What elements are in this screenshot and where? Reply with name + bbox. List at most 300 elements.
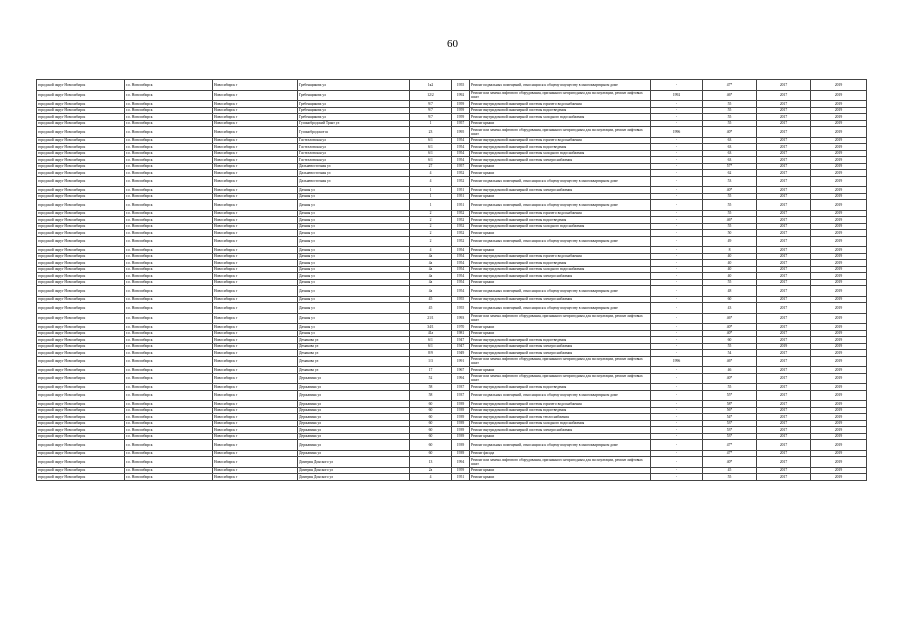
cell-work-type: Ремонт крыши xyxy=(470,279,651,286)
cell-settlement: Новосибирск г xyxy=(213,350,298,357)
cell-municipality: г.о. Новосибирск xyxy=(125,440,213,451)
cell-settlement: Новосибирск г xyxy=(213,223,298,230)
cell-lift-year: - xyxy=(651,187,703,194)
cell-start-year: 2017 xyxy=(757,90,811,101)
cell-lift-year: - xyxy=(651,217,703,224)
cell-street: Державина ул xyxy=(298,384,410,391)
cell-municipality: г.о. Новосибирск xyxy=(125,356,213,367)
cell-end-year: 2019 xyxy=(811,236,867,247)
cell-build-year: 1954 xyxy=(452,260,470,267)
cell-region: городской округ Новосибирск xyxy=(37,217,125,224)
cell-wear-percent: 53 xyxy=(703,176,757,187)
cell-wear-percent: 55 xyxy=(703,343,757,350)
cell-street: Дачная ул xyxy=(298,247,410,254)
cell-lift-year: - xyxy=(651,296,703,303)
cell-settlement: Новосибирск г xyxy=(213,144,298,151)
cell-build-year: 1992 xyxy=(452,90,470,101)
cell-house-number: 4 xyxy=(410,247,452,254)
cell-wear-percent: 63 xyxy=(703,137,757,144)
cell-street: Дачная ул xyxy=(298,223,410,230)
cell-municipality: г.о. Новосибирск xyxy=(125,407,213,414)
cell-lift-year: - xyxy=(651,230,703,237)
cell-end-year: 2019 xyxy=(811,343,867,350)
cell-start-year: 2017 xyxy=(757,427,811,434)
cell-end-year: 2019 xyxy=(811,223,867,230)
cell-work-type: Ремонт внутридомовой инженерной системы горячего водоснабжения xyxy=(470,210,651,217)
cell-settlement: Новосибирск г xyxy=(213,114,298,121)
cell-settlement: Новосибирск г xyxy=(213,356,298,367)
cell-start-year: 2017 xyxy=(757,230,811,237)
cell-street: Дмитрия Донского ул xyxy=(298,467,410,474)
cell-street: Державина ул xyxy=(298,414,410,421)
cell-lift-year: - xyxy=(651,324,703,331)
cell-municipality: г.о. Новосибирск xyxy=(125,253,213,260)
cell-region: городской округ Новосибирск xyxy=(37,427,125,434)
cell-municipality: г.о. Новосибирск xyxy=(125,414,213,421)
cell-end-year: 2019 xyxy=(811,127,867,138)
cell-start-year: 2017 xyxy=(757,223,811,230)
cell-house-number: 1/3 xyxy=(410,356,452,367)
cell-region: городской округ Новосибирск xyxy=(37,101,125,108)
cell-settlement: Новосибирск г xyxy=(213,157,298,164)
cell-house-number: 9/7 xyxy=(410,114,452,121)
cell-region: городской округ Новосибирск xyxy=(37,137,125,144)
cell-work-type: Ремонт внутридомовой инженерной системы холодного водоснабжения xyxy=(470,223,651,230)
cell-lift-year: - xyxy=(651,260,703,267)
cell-street: Демакова ул xyxy=(298,356,410,367)
cell-lift-year: - xyxy=(651,433,703,440)
cell-municipality: г.о. Новосибирск xyxy=(125,450,213,457)
cell-region: городской округ Новосибирск xyxy=(37,324,125,331)
cell-street: Дачная ул xyxy=(298,279,410,286)
cell-region: городской округ Новосибирск xyxy=(37,296,125,303)
cell-street: Гастелловская ул xyxy=(298,157,410,164)
cell-region: городской округ Новосибирск xyxy=(37,367,125,374)
cell-municipality: г.о. Новосибирск xyxy=(125,313,213,324)
cell-build-year: 1939 xyxy=(452,450,470,457)
cell-settlement: Новосибирск г xyxy=(213,367,298,374)
cell-street: Дачная ул xyxy=(298,210,410,217)
cell-work-type: Ремонт внутридомовой инженерной системы водоотведения xyxy=(470,407,651,414)
cell-lift-year: - xyxy=(651,330,703,337)
cell-start-year: 2017 xyxy=(757,373,811,384)
cell-end-year: 2019 xyxy=(811,200,867,211)
table-row xyxy=(37,127,867,138)
cell-house-number: 2 xyxy=(410,210,452,217)
table-row xyxy=(37,200,867,211)
cell-end-year: 2019 xyxy=(811,401,867,408)
cell-end-year: 2019 xyxy=(811,279,867,286)
cell-work-type: Ремонт внутридомовой инженерной системы электроснабжения xyxy=(470,157,651,164)
cell-house-number: 4а xyxy=(410,253,452,260)
cell-start-year: 2017 xyxy=(757,384,811,391)
table-row xyxy=(37,313,867,324)
cell-street: Демакова ул xyxy=(298,343,410,350)
cell-street: Гастелловская ул xyxy=(298,144,410,151)
cell-municipality: г.о. Новосибирск xyxy=(125,210,213,217)
cell-wear-percent: 55 xyxy=(703,193,757,200)
cell-street: Дачная ул xyxy=(298,193,410,200)
cell-house-number: 21/1 xyxy=(410,313,452,324)
cell-house-number: 9/7 xyxy=(410,107,452,114)
cell-municipality: г.о. Новосибирск xyxy=(125,114,213,121)
cell-house-number: 2 xyxy=(410,236,452,247)
cell-end-year: 2019 xyxy=(811,390,867,401)
cell-region: городской округ Новосибирск xyxy=(37,127,125,138)
cell-municipality: г.о. Новосибирск xyxy=(125,273,213,280)
cell-end-year: 2019 xyxy=(811,114,867,121)
cell-start-year: 2017 xyxy=(757,286,811,297)
cell-settlement: Новосибирск г xyxy=(213,279,298,286)
cell-end-year: 2019 xyxy=(811,163,867,170)
cell-street: Дачная ул xyxy=(298,303,410,314)
cell-lift-year: - xyxy=(651,223,703,230)
cell-street: Демакова ул xyxy=(298,337,410,344)
cell-street: Гастелловская ул xyxy=(298,150,410,157)
cell-lift-year: - xyxy=(651,279,703,286)
cell-settlement: Новосибирск г xyxy=(213,236,298,247)
cell-wear-percent: 40* xyxy=(703,127,757,138)
cell-region: городской округ Новосибирск xyxy=(37,390,125,401)
cell-region: городской округ Новосибирск xyxy=(37,163,125,170)
cell-end-year: 2019 xyxy=(811,296,867,303)
cell-street: Дачная ул xyxy=(298,330,410,337)
cell-municipality: г.о. Новосибирск xyxy=(125,170,213,177)
cell-municipality: г.о. Новосибирск xyxy=(125,127,213,138)
cell-settlement: Новосибирск г xyxy=(213,303,298,314)
cell-start-year: 2017 xyxy=(757,176,811,187)
cell-settlement: Новосибирск г xyxy=(213,296,298,303)
cell-region: городской округ Новосибирск xyxy=(37,450,125,457)
cell-house-number: 4 xyxy=(410,474,452,481)
cell-end-year: 2019 xyxy=(811,286,867,297)
cell-work-type: Ремонт крыши xyxy=(470,467,651,474)
cell-start-year: 2017 xyxy=(757,337,811,344)
cell-end-year: 2019 xyxy=(811,440,867,451)
cell-wear-percent: 55 xyxy=(703,279,757,286)
cell-municipality: г.о. Новосибирск xyxy=(125,337,213,344)
cell-wear-percent: 53* xyxy=(703,427,757,434)
cell-house-number: 1 xyxy=(410,200,452,211)
cell-settlement: Новосибирск г xyxy=(213,217,298,224)
cell-wear-percent: 40 xyxy=(703,253,757,260)
cell-work-type: Ремонт подвальных помещений, относящихся к общему имуществу в многоквартирном доме xyxy=(470,440,651,451)
cell-end-year: 2019 xyxy=(811,90,867,101)
cell-work-type: Ремонт внутридомовой инженерной системы электроснабжения xyxy=(470,296,651,303)
cell-start-year: 2017 xyxy=(757,467,811,474)
cell-end-year: 2019 xyxy=(811,367,867,374)
cell-municipality: г.о. Новосибирск xyxy=(125,343,213,350)
cell-settlement: Новосибирск г xyxy=(213,401,298,408)
cell-region: городской округ Новосибирск xyxy=(37,187,125,194)
cell-street: Дачная ул xyxy=(298,200,410,211)
cell-lift-year: - xyxy=(651,313,703,324)
cell-work-type: Ремонт внутридомовой инженерной системы водоотведения xyxy=(470,260,651,267)
cell-start-year: 2017 xyxy=(757,107,811,114)
cell-lift-year: - xyxy=(651,247,703,254)
cell-build-year: 1951 xyxy=(452,200,470,211)
cell-municipality: г.о. Новосибирск xyxy=(125,474,213,481)
cell-house-number: 45 xyxy=(410,296,452,303)
cell-region: городской округ Новосибирск xyxy=(37,90,125,101)
cell-work-type: Ремонт внутридомовой инженерной системы горячего водоснабжения xyxy=(470,253,651,260)
cell-end-year: 2019 xyxy=(811,193,867,200)
cell-lift-year: - xyxy=(651,414,703,421)
cell-settlement: Новосибирск г xyxy=(213,253,298,260)
cell-settlement: Новосибирск г xyxy=(213,330,298,337)
cell-municipality: г.о. Новосибирск xyxy=(125,187,213,194)
cell-settlement: Новосибирск г xyxy=(213,193,298,200)
cell-work-type: Ремонт крыши xyxy=(470,230,651,237)
cell-municipality: г.о. Новосибирск xyxy=(125,373,213,384)
cell-build-year: 1954 xyxy=(452,273,470,280)
cell-wear-percent: 8 xyxy=(703,247,757,254)
cell-build-year: 1939 xyxy=(452,407,470,414)
cell-start-year: 2017 xyxy=(757,187,811,194)
table-row xyxy=(37,440,867,451)
cell-work-type: Ремонт внутридомовой инженерной системы горячего водоснабжения xyxy=(470,101,651,108)
cell-wear-percent: 47* xyxy=(703,440,757,451)
cell-municipality: г.о. Новосибирск xyxy=(125,350,213,357)
cell-wear-percent: 60 xyxy=(703,296,757,303)
cell-work-type: Ремонт крыши xyxy=(470,170,651,177)
cell-settlement: Новосибирск г xyxy=(213,137,298,144)
cell-settlement: Новосибирск г xyxy=(213,450,298,457)
cell-start-year: 2017 xyxy=(757,350,811,357)
cell-work-type: Ремонт внутридомовой инженерной системы водоотведения xyxy=(470,337,651,344)
cell-end-year: 2019 xyxy=(811,373,867,384)
cell-wear-percent: 55 xyxy=(703,120,757,127)
cell-house-number: 2 xyxy=(410,230,452,237)
cell-build-year: 1959 xyxy=(452,467,470,474)
table-row xyxy=(37,303,867,314)
cell-start-year: 2017 xyxy=(757,303,811,314)
cell-municipality: г.о. Новосибирск xyxy=(125,457,213,468)
cell-house-number: 60 xyxy=(410,414,452,421)
cell-street: Дмитрия Донского ул xyxy=(298,474,410,481)
cell-wear-percent: 55 xyxy=(703,200,757,211)
cell-end-year: 2019 xyxy=(811,450,867,457)
cell-region: городской округ Новосибирск xyxy=(37,150,125,157)
cell-end-year: 2019 xyxy=(811,253,867,260)
cell-house-number: 8/9 xyxy=(410,350,452,357)
cell-work-type: Ремонт фасада xyxy=(470,450,651,457)
cell-start-year: 2017 xyxy=(757,367,811,374)
cell-end-year: 2019 xyxy=(811,260,867,267)
cell-wear-percent: 43 xyxy=(703,303,757,314)
cell-settlement: Новосибирск г xyxy=(213,373,298,384)
cell-wear-percent: 40* xyxy=(703,187,757,194)
table-row xyxy=(37,474,867,481)
cell-build-year: 1947 xyxy=(452,343,470,350)
cell-work-type: Ремонт или замена лифтового оборудования, признанного непригодным для эксплуатации, ремонт лифтовых шахт xyxy=(470,313,651,324)
cell-house-number: 6/1 xyxy=(410,137,452,144)
cell-region: городской округ Новосибирск xyxy=(37,253,125,260)
cell-wear-percent: 55 xyxy=(703,210,757,217)
cell-end-year: 2019 xyxy=(811,313,867,324)
cell-house-number: 12/2 xyxy=(410,90,452,101)
cell-wear-percent: 53* xyxy=(703,433,757,440)
cell-build-year: 1952 xyxy=(452,230,470,237)
cell-house-number: 6/1 xyxy=(410,150,452,157)
cell-wear-percent: 54 xyxy=(703,350,757,357)
cell-start-year: 2017 xyxy=(757,200,811,211)
cell-end-year: 2019 xyxy=(811,170,867,177)
cell-region: городской округ Новосибирск xyxy=(37,107,125,114)
cell-region: городской округ Новосибирск xyxy=(37,144,125,151)
cell-build-year: 1954 xyxy=(452,150,470,157)
cell-region: городской округ Новосибирск xyxy=(37,170,125,177)
cell-municipality: г.о. Новосибирск xyxy=(125,247,213,254)
cell-work-type: Ремонт внутридомовой инженерной системы электроснабжения xyxy=(470,350,651,357)
cell-end-year: 2019 xyxy=(811,427,867,434)
table-body xyxy=(37,80,867,481)
cell-start-year: 2017 xyxy=(757,390,811,401)
table-row xyxy=(37,373,867,384)
cell-build-year: 1954 xyxy=(452,137,470,144)
cell-settlement: Новосибирск г xyxy=(213,176,298,187)
cell-region: городской округ Новосибирск xyxy=(37,407,125,414)
cell-municipality: г.о. Новосибирск xyxy=(125,150,213,157)
cell-street: Дачная ул xyxy=(298,187,410,194)
cell-build-year: 1967 xyxy=(452,367,470,374)
cell-end-year: 2019 xyxy=(811,273,867,280)
cell-work-type: Ремонт внутридомовой инженерной системы холодного водоснабжения xyxy=(470,114,651,121)
cell-region: городской округ Новосибирск xyxy=(37,474,125,481)
cell-build-year: 1951 xyxy=(452,474,470,481)
cell-region: городской округ Новосибирск xyxy=(37,266,125,273)
cell-lift-year: - xyxy=(651,144,703,151)
cell-wear-percent: 58* xyxy=(703,401,757,408)
cell-start-year: 2019 xyxy=(757,343,811,350)
cell-start-year: 2017 xyxy=(757,450,811,457)
cell-work-type: Ремонт крыши xyxy=(470,120,651,127)
cell-wear-percent: 40* xyxy=(703,324,757,331)
cell-house-number: 1 xyxy=(410,120,452,127)
cell-build-year: 1937 xyxy=(452,384,470,391)
cell-municipality: г.о. Новосибирск xyxy=(125,330,213,337)
cell-region: городской округ Новосибирск xyxy=(37,457,125,468)
cell-lift-year: - xyxy=(651,150,703,157)
cell-build-year: 1955 xyxy=(452,80,470,91)
cell-start-year: 2017 xyxy=(757,279,811,286)
cell-region: городской округ Новосибирск xyxy=(37,120,125,127)
cell-lift-year: - xyxy=(651,474,703,481)
cell-wear-percent: 63 xyxy=(703,157,757,164)
cell-lift-year: - xyxy=(651,337,703,344)
cell-work-type: Ремонт подвальных помещений, относящихся к общему имуществу в многоквартирном доме xyxy=(470,390,651,401)
cell-lift-year: - xyxy=(651,427,703,434)
cell-municipality: г.о. Новосибирск xyxy=(125,390,213,401)
cell-region: городской округ Новосибирск xyxy=(37,440,125,451)
cell-house-number: 2 xyxy=(410,217,452,224)
cell-build-year: 1952 xyxy=(452,217,470,224)
cell-build-year: 1952 xyxy=(452,170,470,177)
cell-region: городской округ Новосибирск xyxy=(37,200,125,211)
cell-lift-year: - xyxy=(651,373,703,384)
cell-house-number: 1 xyxy=(410,187,452,194)
cell-municipality: г.о. Новосибирск xyxy=(125,230,213,237)
cell-work-type: Ремонт внутридомовой инженерной системы водоотведения xyxy=(470,217,651,224)
cell-build-year: 1955 xyxy=(452,296,470,303)
cell-lift-year: - xyxy=(651,101,703,108)
cell-end-year: 2019 xyxy=(811,324,867,331)
cell-municipality: г.о. Новосибирск xyxy=(125,384,213,391)
cell-lift-year: - xyxy=(651,163,703,170)
cell-settlement: Новосибирск г xyxy=(213,433,298,440)
cell-end-year: 2019 xyxy=(811,217,867,224)
cell-region: городской округ Новосибирск xyxy=(37,210,125,217)
cell-region: городской округ Новосибирск xyxy=(37,286,125,297)
cell-municipality: г.о. Новосибирск xyxy=(125,286,213,297)
cell-region: городской округ Новосибирск xyxy=(37,279,125,286)
cell-end-year: 2019 xyxy=(811,474,867,481)
cell-municipality: г.о. Новосибирск xyxy=(125,217,213,224)
cell-wear-percent: 46 xyxy=(703,367,757,374)
cell-house-number: 1к2 xyxy=(410,80,452,91)
cell-region: городской округ Новосибирск xyxy=(37,343,125,350)
cell-build-year: 1954 xyxy=(452,247,470,254)
cell-work-type: Ремонт крыши xyxy=(470,163,651,170)
cell-house-number: 4 xyxy=(410,170,452,177)
cell-house-number: 9/7 xyxy=(410,101,452,108)
cell-municipality: г.о. Новосибирск xyxy=(125,157,213,164)
cell-wear-percent: 63 xyxy=(703,144,757,151)
cell-end-year: 2019 xyxy=(811,210,867,217)
cell-settlement: Новосибирск г xyxy=(213,210,298,217)
table-row xyxy=(37,457,867,468)
cell-work-type: Ремонт подвальных помещений, относящихся к общему имуществу в многоквартирном доме xyxy=(470,286,651,297)
cell-house-number: 1 xyxy=(410,193,452,200)
cell-work-type: Ремонт крыши xyxy=(470,433,651,440)
cell-end-year: 2019 xyxy=(811,350,867,357)
cell-lift-year: - xyxy=(651,137,703,144)
cell-end-year: 2019 xyxy=(811,230,867,237)
cell-wear-percent: 46* xyxy=(703,313,757,324)
cell-street: Дачная ул xyxy=(298,236,410,247)
cell-settlement: Новосибирск г xyxy=(213,427,298,434)
cell-end-year: 2019 xyxy=(811,150,867,157)
cell-settlement: Новосибирск г xyxy=(213,343,298,350)
cell-wear-percent: 40 xyxy=(703,273,757,280)
cell-municipality: г.о. Новосибирск xyxy=(125,193,213,200)
cell-house-number: 60 xyxy=(410,440,452,451)
cell-build-year: 1952 xyxy=(452,176,470,187)
cell-lift-year: - xyxy=(651,401,703,408)
cell-wear-percent: 50 xyxy=(703,230,757,237)
cell-wear-percent: 49 xyxy=(703,236,757,247)
cell-end-year: 2019 xyxy=(811,247,867,254)
cell-end-year: 2019 xyxy=(811,414,867,421)
cell-house-number: 52 xyxy=(410,373,452,384)
cell-start-year: 2017 xyxy=(757,324,811,331)
cell-settlement: Новосибирск г xyxy=(213,467,298,474)
cell-wear-percent: 45 xyxy=(703,467,757,474)
cell-municipality: г.о. Новосибирск xyxy=(125,120,213,127)
cell-street: Демакова ул xyxy=(298,367,410,374)
cell-region: городской округ Новосибирск xyxy=(37,420,125,427)
cell-settlement: Новосибирск г xyxy=(213,127,298,138)
cell-build-year: 1939 xyxy=(452,420,470,427)
cell-lift-year: - xyxy=(651,170,703,177)
cell-start-year: 2017 xyxy=(757,407,811,414)
cell-lift-year: - xyxy=(651,303,703,314)
cell-end-year: 2019 xyxy=(811,330,867,337)
cell-house-number: 4 xyxy=(410,176,452,187)
cell-lift-year: - xyxy=(651,193,703,200)
cell-end-year: 2019 xyxy=(811,107,867,114)
cell-end-year: 2019 xyxy=(811,157,867,164)
